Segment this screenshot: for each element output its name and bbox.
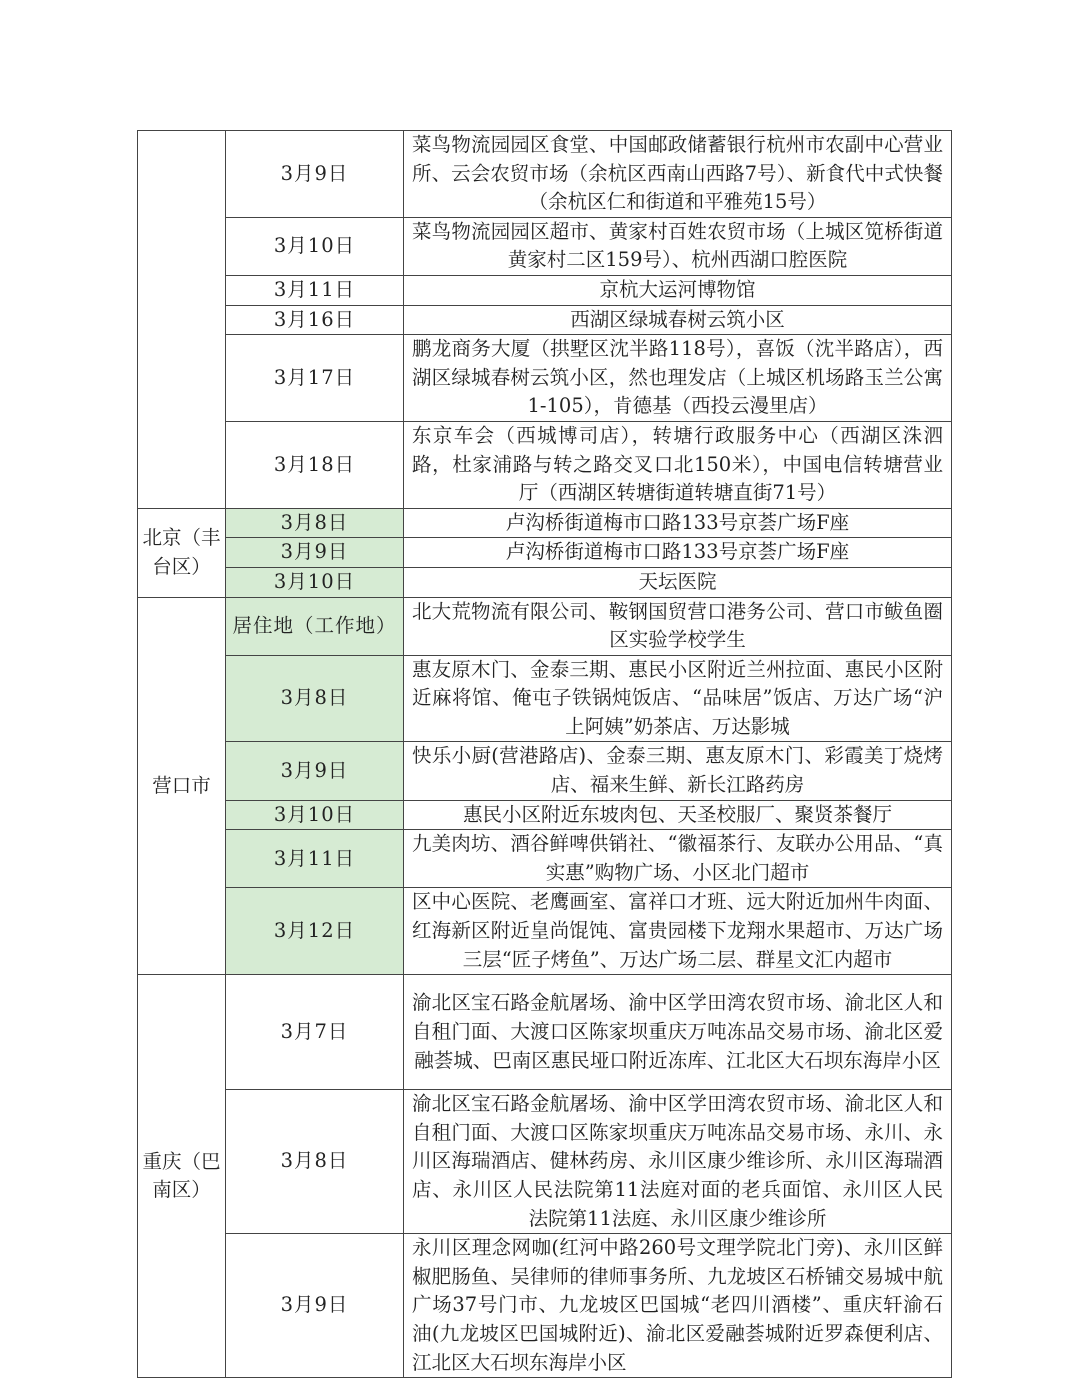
table-row — [138, 421, 952, 508]
location-cell: 永川区理念网咖(红河中路260号文理学院北门旁)、永川区鲜椒肥肠鱼、吴律师的律师事务所、九龙坡区石桥铺交易城中航广场37号门市、九龙坡区巴国城“老四川酒楼”、重庆轩渝石油(九龙坡区巴国城附近)、渝北区爱融荟城附近罗森便利店、江北区大石坝东海岸小区 — [404, 1234, 952, 1378]
date-cell: 3月8日 — [226, 508, 404, 538]
table-row — [138, 275, 952, 305]
table-row — [138, 830, 952, 888]
location-cell: 区中心医院、老鹰画室、富祥口才班、远大附近加州牛肉面、红海新区附近皇尚馄饨、富贵园楼下龙翔水果超市、万达广场三层“匠子烤鱼”、万达广场二层、群星文汇内超市 — [404, 888, 952, 975]
date-cell: 3月9日 — [226, 742, 404, 800]
table-row — [138, 1234, 952, 1378]
location-cell: 卢沟桥街道梅市口路133号京荟广场F座 — [404, 508, 952, 538]
location-cell: 九美肉坊、酒谷鲜啤供销社、“徽福茶行、友联办公用品、“真实惠”购物广场、小区北门超市 — [404, 830, 952, 888]
region-cell: 北京（丰台区） — [138, 508, 226, 597]
table-row — [138, 508, 952, 538]
region-cell: 营口市 — [138, 597, 226, 975]
location-cell: 天坛医院 — [404, 567, 952, 597]
region-cell — [138, 131, 226, 509]
table-row — [138, 655, 952, 742]
region-cell: 重庆（巴南区） — [138, 975, 226, 1378]
location-cell: 快乐小厨(营港路店)、金泰三期、惠友原木门、彩霞美丁烧烤店、福来生鲜、新长江路药房 — [404, 742, 952, 800]
table-row — [138, 742, 952, 800]
date-cell: 3月10日 — [226, 567, 404, 597]
locations-table — [137, 130, 952, 1378]
date-cell: 3月9日 — [226, 131, 404, 218]
location-cell: 渝北区宝石路金航屠场、渝中区学田湾农贸市场、渝北区人和自租门面、大渡口区陈家坝重庆万吨冻品交易市场、渝北区爱融荟城、巴南区惠民垭口附近冻库、江北区大石坝东海岸小区 — [404, 975, 952, 1090]
location-cell: 鹏龙商务大厦（拱墅区沈半路118号），喜饭（沈半路店），西湖区绿城春树云筑小区，然也理发店（上城区机场路玉兰公寓1-105），肯德基（西投云漫里店） — [404, 335, 952, 422]
location-cell: 菜鸟物流园园区超市、黄家村百姓农贸市场（上城区笕桥街道黄家村二区159号）、杭州西湖口腔医院 — [404, 217, 952, 275]
table-row — [138, 131, 952, 218]
table-row — [138, 305, 952, 335]
date-cell: 3月18日 — [226, 421, 404, 508]
location-cell: 北大荒物流有限公司、鞍钢国贸营口港务公司、营口市鲅鱼圈区实验学校学生 — [404, 597, 952, 655]
table-row — [138, 1090, 952, 1234]
table-row — [138, 567, 952, 597]
date-cell: 居住地（工作地） — [226, 597, 404, 655]
table-body — [138, 131, 952, 1378]
location-cell: 京杭大运河博物馆 — [404, 275, 952, 305]
location-cell: 菜鸟物流园园区食堂、中国邮政储蓄银行杭州市农副中心营业所、云会农贸市场（余杭区西南山西路7号）、新食代中式快餐（余杭区仁和街道和平雅苑15号） — [404, 131, 952, 218]
date-cell: 3月17日 — [226, 335, 404, 422]
date-cell: 3月10日 — [226, 800, 404, 830]
date-cell: 3月8日 — [226, 655, 404, 742]
location-cell: 惠友原木门、金泰三期、惠民小区附近兰州拉面、惠民小区附近麻将馆、俺屯子铁锅炖饭店、“品味居”饭店、万达广场“沪上阿姨”奶茶店、万达影城 — [404, 655, 952, 742]
date-cell: 3月7日 — [226, 975, 404, 1090]
location-cell: 卢沟桥街道梅市口路133号京荟广场F座 — [404, 538, 952, 568]
location-cell: 惠民小区附近东坡肉包、天圣校服厂、聚贤茶餐厅 — [404, 800, 952, 830]
location-cell: 东京车会（西城博司店），转塘行政服务中心（西湖区洙泗路，杜家浦路与转之路交叉口北150米），中国电信转塘营业厅（西湖区转塘街道转塘直街71号） — [404, 421, 952, 508]
date-cell: 3月8日 — [226, 1090, 404, 1234]
location-cell: 西湖区绿城春树云筑小区 — [404, 305, 952, 335]
date-cell: 3月9日 — [226, 538, 404, 568]
date-cell: 3月16日 — [226, 305, 404, 335]
table-row — [138, 217, 952, 275]
date-cell: 3月11日 — [226, 830, 404, 888]
table-row — [138, 800, 952, 830]
location-cell: 渝北区宝石路金航屠场、渝中区学田湾农贸市场、渝北区人和自租门面、大渡口区陈家坝重庆万吨冻品交易市场、永川、永川区海瑞酒店、健林药房、永川区康少维诊所、永川区海瑞酒店、永川区人民法院第11法庭对面的老兵面馆、永川区人民法院第11法庭、永川区康少维诊所 — [404, 1090, 952, 1234]
table-row — [138, 597, 952, 655]
date-cell: 3月9日 — [226, 1234, 404, 1378]
table-row — [138, 538, 952, 568]
table-row — [138, 975, 952, 1090]
table-row — [138, 888, 952, 975]
date-cell: 3月10日 — [226, 217, 404, 275]
date-cell: 3月11日 — [226, 275, 404, 305]
table-row — [138, 335, 952, 422]
date-cell: 3月12日 — [226, 888, 404, 975]
